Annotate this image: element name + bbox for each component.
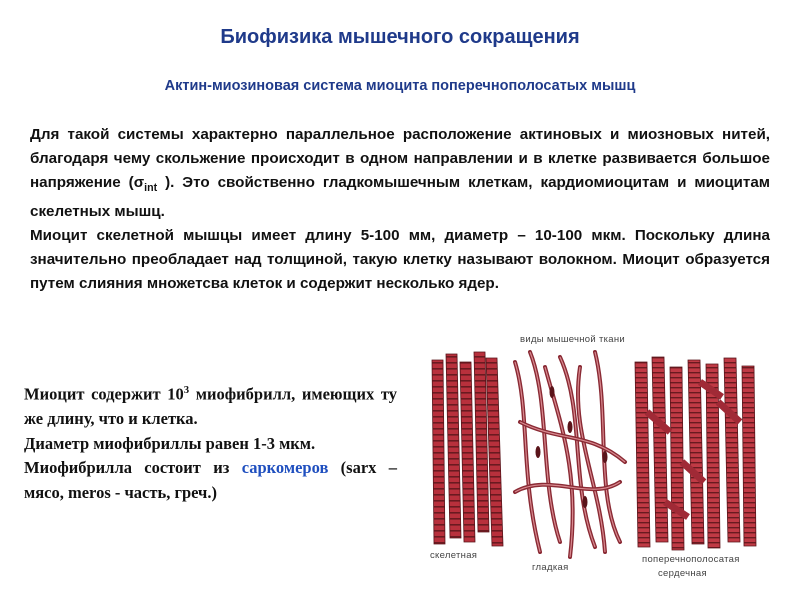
smooth-nucleus <box>583 496 588 508</box>
muscle-tissue-figure <box>420 332 782 590</box>
smooth-nucleus <box>568 421 573 433</box>
cardiac-fiber <box>635 362 650 547</box>
smooth-nucleus <box>536 446 541 458</box>
slide-subtitle: Актин-миозиновая система миоцита поперечнополосатых мышц <box>164 78 636 94</box>
cardiac-muscle-fibers <box>635 357 756 550</box>
smooth-nucleus <box>603 451 608 463</box>
smooth-fiber <box>520 422 625 462</box>
skeletal-muscle-fibers <box>432 352 503 546</box>
sarcomere-link[interactable]: саркомеров <box>241 458 329 477</box>
smooth-fiber <box>515 362 540 552</box>
main-paragraph-2: Миоцит скелетной мышцы имеет длину 5-100 мм, диаметр – 10-100 мкм. Поскольку длина значительно преобладает над толщиной, такую клетку называют волокном. Миоцит образуется путем слияния множетсва клеток и содержит несколько ядер. <box>30 227 770 293</box>
label-cardiac-line1: поперечнополосатая <box>642 554 740 565</box>
cardiac-fiber <box>652 357 668 542</box>
side-paragraph-1: Миоцит содержит $10^3$ миофибрилл, имеющих ту же длину, что и клетка. <box>24 384 397 428</box>
skeletal-fiber <box>432 360 445 544</box>
skeletal-fiber <box>446 354 461 538</box>
smooth-nucleus <box>550 386 555 398</box>
cardiac-fiber <box>688 360 704 544</box>
label-smooth: гладкая <box>532 562 569 573</box>
smooth-fiber-highlight <box>530 352 560 542</box>
main-text-block <box>30 123 770 296</box>
skeletal-fiber <box>460 362 475 542</box>
cardiac-fiber <box>742 366 756 546</box>
smooth-fiber-highlight <box>545 367 573 557</box>
label-skeletal: скелетная <box>430 550 478 561</box>
cardiac-fiber <box>670 367 684 550</box>
side-paragraph-2: Диаметр миофибриллы равен 1-3 мкм. <box>24 433 316 453</box>
main-paragraph-1: Для такой системы характерно параллельное расположение актиновых и миозновых нитей, благодаря чему скольжение происходит в одном направлении и в клетке развивается большое напряжение ($\sigma_{int}$ ). Это свойственно гладкомышечным клеткам, кардиомиоцитам и миоцитам скелетных мышц. <box>30 126 771 221</box>
smooth-muscle-fibers <box>515 352 625 557</box>
cardiac-fiber <box>724 358 740 542</box>
side-paragraph-3: Миофибрилла состоит из саркомеров (sarx – мясо, meros - часть, греч.) <box>24 458 397 502</box>
side-text-block <box>24 378 397 505</box>
slide-title: Биофизика мышечного сокращения <box>220 26 580 48</box>
figure-caption-top: виды мышечной ткани <box>520 334 625 345</box>
label-cardiac-line2: сердечная <box>658 568 707 579</box>
